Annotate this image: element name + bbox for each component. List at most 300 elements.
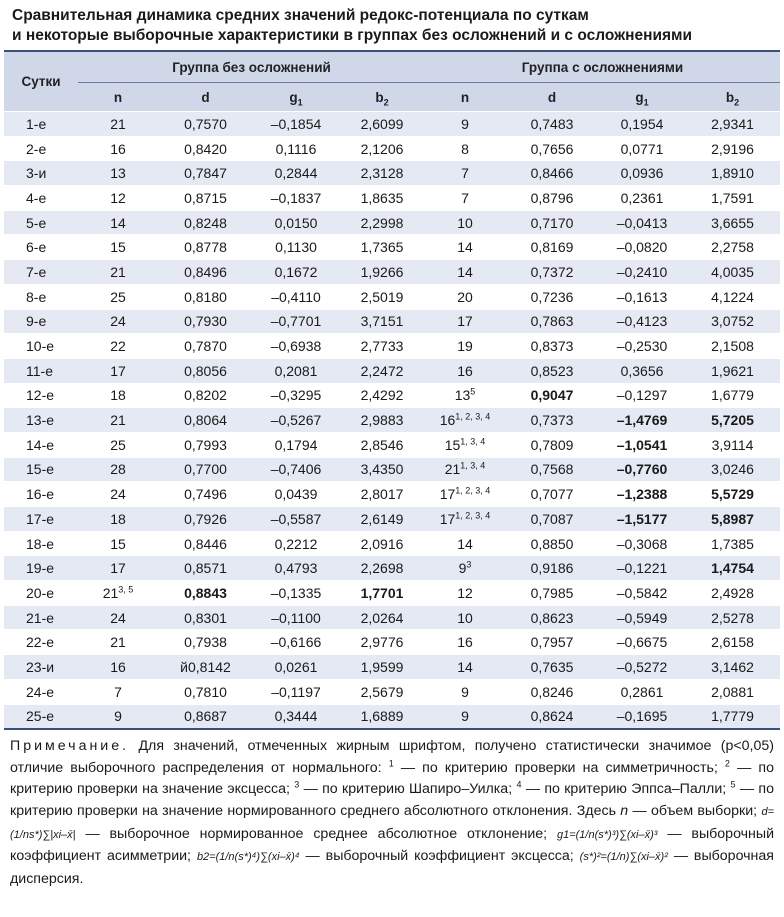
cell-value: 5,5729 <box>711 486 754 503</box>
cell-d1 <box>158 383 253 408</box>
note-lead: Примечание. <box>10 738 130 755</box>
cell-b1 <box>339 605 425 630</box>
cell-b2 <box>685 309 780 334</box>
cell-value: 4,1224 <box>711 288 754 305</box>
cell-d1 <box>158 581 253 606</box>
header-d-1: d <box>158 83 253 112</box>
cell-b1 <box>339 210 425 235</box>
cell-value: 1,7365 <box>360 239 404 256</box>
cell-value: 0,8169 <box>530 239 574 256</box>
cell-superscript: 1, 2, 3, 4 <box>455 411 491 422</box>
cell-value: 15 <box>110 535 126 552</box>
cell-d1 <box>158 136 253 161</box>
cell-d2 <box>505 408 599 433</box>
cell-b2 <box>685 334 780 359</box>
cell-value: 5,8987 <box>711 510 754 527</box>
table-row <box>4 112 780 137</box>
cell-value: 21 <box>110 412 126 429</box>
cell-g2 <box>599 309 685 334</box>
title-line-1: Сравнительная динамика средних значений редокс-потенциала по суткам <box>12 7 589 24</box>
cell-value: 0,3656 <box>620 362 664 379</box>
cell-g2 <box>599 112 685 137</box>
note-criterion-4: — по критерию Эппса–Палли; <box>525 781 727 798</box>
cell-value: 21 <box>110 634 126 651</box>
note-criterion-2: — по критерию проверки на значение эксцесса; <box>10 759 774 798</box>
cell-value: 1,9599 <box>360 658 404 675</box>
note-g-description: — выборочный коэффициент асимметрии; <box>10 825 774 865</box>
header-b-letter: b <box>725 89 735 105</box>
cell-b2 <box>685 186 780 211</box>
cell-d2 <box>505 309 599 334</box>
cell-b2 <box>685 679 780 704</box>
cell-value: 2,9196 <box>711 140 754 157</box>
cell-g1 <box>253 581 339 606</box>
cell-value: 0,2361 <box>620 189 664 206</box>
cell-value: 0,8056 <box>184 362 227 379</box>
cell-value: 0,3444 <box>274 708 318 725</box>
cell-value: 1,7701 <box>360 584 404 601</box>
cell-b2 <box>685 531 780 556</box>
cell-value: 14 <box>457 239 473 256</box>
cell-value: 25 <box>110 288 126 305</box>
cell-value: 0,7656 <box>530 140 574 157</box>
cell-g2 <box>599 358 685 383</box>
cell-value: 16 <box>457 362 473 379</box>
table-body <box>4 112 780 730</box>
cell-value: 0,2844 <box>274 165 318 182</box>
note-mark-4: 4 <box>516 779 522 790</box>
cell-value: 0,7985 <box>530 584 574 601</box>
cell-b2 <box>685 630 780 655</box>
header-group-complications: Группа с осложнениями <box>425 51 780 83</box>
cell-value: 0,8843 <box>184 584 227 601</box>
cell-d1 <box>158 457 253 482</box>
cell-d2 <box>505 630 599 655</box>
cell-value: –0,0820 <box>616 239 668 256</box>
cell-day: 14-е <box>4 432 78 457</box>
cell-value: 18 <box>110 387 126 404</box>
cell-d2 <box>505 704 599 729</box>
cell-d2 <box>505 679 599 704</box>
cell-b1 <box>339 507 425 532</box>
cell-b1 <box>339 136 425 161</box>
cell-value: 0,8420 <box>184 140 227 157</box>
cell-g1 <box>253 655 339 680</box>
cell-g1 <box>253 210 339 235</box>
cell-g2 <box>599 507 685 532</box>
cell-value: 5,7205 <box>711 412 754 429</box>
cell-b1 <box>339 260 425 285</box>
header-g1-1 <box>253 83 339 112</box>
cell-n2 <box>425 309 505 334</box>
cell-value: 0,7957 <box>530 634 574 651</box>
cell-b2 <box>685 482 780 507</box>
cell-b2 <box>685 136 780 161</box>
cell-b1 <box>339 531 425 556</box>
cell-b1 <box>339 630 425 655</box>
cell-b1 <box>339 309 425 334</box>
cell-n1 <box>78 704 158 729</box>
cell-b1 <box>339 284 425 309</box>
cell-value: –0,6675 <box>616 634 668 651</box>
cell-superscript: 1, 2, 3, 4 <box>455 510 491 521</box>
cell-value: 9 <box>461 708 469 725</box>
cell-value: 7 <box>461 165 469 182</box>
cell-n2 <box>425 358 505 383</box>
cell-value: 9 <box>114 708 122 725</box>
cell-value: 0,7993 <box>184 436 227 453</box>
cell-d1 <box>158 507 253 532</box>
cell-superscript: 3, 5 <box>118 584 134 595</box>
cell-value: –0,3295 <box>270 387 322 404</box>
cell-b2 <box>685 605 780 630</box>
cell-n1 <box>78 630 158 655</box>
cell-d1 <box>158 556 253 581</box>
cell-value: –0,2410 <box>616 263 668 280</box>
cell-value: 2,2472 <box>360 362 404 379</box>
cell-n2 <box>425 136 505 161</box>
cell-value: 0,9186 <box>530 560 574 577</box>
cell-value: 17 <box>110 560 126 577</box>
header-g-letter: g <box>635 89 644 105</box>
cell-value: 3,4350 <box>360 461 404 478</box>
cell-value: 9 <box>461 683 469 700</box>
cell-g2 <box>599 679 685 704</box>
cell-d1 <box>158 432 253 457</box>
cell-g2 <box>599 581 685 606</box>
cell-value: 0,7926 <box>184 510 227 527</box>
cell-n1 <box>78 284 158 309</box>
note-criterion-5: — по критерию проверки на значение нормированного среднего абсолютного отклонения. <box>10 781 774 819</box>
cell-b1 <box>339 457 425 482</box>
cell-d2 <box>505 260 599 285</box>
cell-d1 <box>158 210 253 235</box>
cell-n2 <box>425 556 505 581</box>
cell-value: 0,7863 <box>530 313 574 330</box>
cell-d2 <box>505 358 599 383</box>
cell-value: 2,5679 <box>360 683 404 700</box>
note-criterion-3: — по критерию Шапиро–Уилка; <box>303 781 513 798</box>
table-row <box>4 334 780 359</box>
cell-value: 2,2998 <box>360 214 404 231</box>
cell-d2 <box>505 457 599 482</box>
cell-g2 <box>599 630 685 655</box>
cell-g2 <box>599 457 685 482</box>
cell-value: 0,7635 <box>530 658 574 675</box>
cell-value: 0,4793 <box>274 560 318 577</box>
cell-d2 <box>505 432 599 457</box>
cell-day: 17-е <box>4 507 78 532</box>
cell-value: 0,0771 <box>620 140 664 157</box>
cell-day: 12-е <box>4 383 78 408</box>
cell-day: 19-е <box>4 556 78 581</box>
cell-day: 6-е <box>4 235 78 260</box>
cell-superscript: 1, 3, 4 <box>460 436 486 447</box>
note-mark-2: 2 <box>724 758 730 769</box>
cell-d2 <box>505 655 599 680</box>
cell-value: 1,7591 <box>711 189 754 206</box>
table-row <box>4 260 780 285</box>
note-mark-3: 3 <box>294 779 300 790</box>
cell-value: 7 <box>461 189 469 206</box>
cell-value: 0,7847 <box>184 165 227 182</box>
cell-n2 <box>425 112 505 137</box>
cell-g2 <box>599 210 685 235</box>
table-row <box>4 531 780 556</box>
cell-n2 <box>425 679 505 704</box>
cell-d1 <box>158 358 253 383</box>
cell-n1 <box>78 235 158 260</box>
cell-value: 1,8635 <box>360 189 404 206</box>
cell-d1 <box>158 482 253 507</box>
cell-value: 3,6655 <box>711 214 754 231</box>
cell-d1 <box>158 679 253 704</box>
cell-value: 0,8064 <box>184 412 227 429</box>
cell-value: 2,1206 <box>360 140 404 157</box>
cell-value: –0,5587 <box>270 510 322 527</box>
cell-n2 <box>425 260 505 285</box>
cell-n1 <box>78 136 158 161</box>
cell-superscript: 1, 2, 3, 4 <box>455 485 491 496</box>
cell-value: 15 <box>110 239 126 256</box>
cell-value: –0,1221 <box>616 560 668 577</box>
cell-b1 <box>339 186 425 211</box>
cell-value: 28 <box>110 461 126 478</box>
cell-g1 <box>253 309 339 334</box>
cell-value: –0,4110 <box>271 288 321 305</box>
cell-value: 17 <box>110 362 126 379</box>
cell-b2 <box>685 581 780 606</box>
cell-value: 22 <box>110 338 126 355</box>
cell-value: 2,0264 <box>360 609 404 626</box>
cell-n1 <box>78 556 158 581</box>
note-here: Здесь <box>576 802 616 819</box>
cell-value: 3,0246 <box>711 461 754 478</box>
cell-value: –0,7406 <box>270 461 322 478</box>
cell-value: 0,8778 <box>184 239 227 256</box>
cell-value: 0,7170 <box>530 214 574 231</box>
cell-g1 <box>253 630 339 655</box>
cell-value: 0,8496 <box>184 263 227 280</box>
cell-g2 <box>599 482 685 507</box>
cell-n2 <box>425 704 505 729</box>
cell-value: 2,5019 <box>360 288 404 305</box>
cell-day: 22-е <box>4 630 78 655</box>
cell-n2 <box>425 605 505 630</box>
cell-d1 <box>158 260 253 285</box>
cell-d1 <box>158 284 253 309</box>
cell-b1 <box>339 408 425 433</box>
cell-value: 2,6099 <box>360 115 404 132</box>
note-criterion-1: — по критерию проверки на симметричность; <box>400 759 718 776</box>
cell-value: –0,6166 <box>270 634 322 651</box>
cell-g2 <box>599 235 685 260</box>
cell-d2 <box>505 581 599 606</box>
table-row <box>4 186 780 211</box>
cell-value: –0,5842 <box>616 584 668 601</box>
cell-value: 0,8248 <box>184 214 227 231</box>
cell-n2 <box>425 630 505 655</box>
cell-day: 18-е <box>4 531 78 556</box>
cell-value: 7 <box>114 683 122 700</box>
cell-day: 9-е <box>4 309 78 334</box>
cell-value: –1,4769 <box>616 412 668 429</box>
cell-value: 21 <box>110 263 126 280</box>
cell-value: 2,8546 <box>360 436 404 453</box>
cell-value: 0,8246 <box>530 683 574 700</box>
cell-g1 <box>253 457 339 482</box>
cell-g2 <box>599 605 685 630</box>
cell-value: 0,8202 <box>184 387 227 404</box>
cell-g1 <box>253 358 339 383</box>
cell-value: 4,0035 <box>711 263 754 280</box>
cell-b1 <box>339 358 425 383</box>
cell-value: 0,7087 <box>530 510 574 527</box>
cell-value: 20 <box>457 288 473 305</box>
cell-value: –0,1695 <box>616 708 668 725</box>
cell-n1 <box>78 531 158 556</box>
cell-superscript: 1, 3, 4 <box>460 460 486 471</box>
table-row <box>4 482 780 507</box>
cell-value: –0,1613 <box>616 288 668 305</box>
cell-value: 0,7483 <box>530 115 574 132</box>
cell-value: 2,9341 <box>711 115 754 132</box>
cell-value: 1,9266 <box>360 263 404 280</box>
table-row <box>4 605 780 630</box>
cell-value: –0,6938 <box>270 338 322 355</box>
cell-value: 16 <box>439 412 456 429</box>
cell-b2 <box>685 556 780 581</box>
cell-b1 <box>339 161 425 186</box>
table-title <box>0 0 784 46</box>
cell-value: 10 <box>457 214 473 231</box>
cell-value: 0,8466 <box>530 165 574 182</box>
cell-b2 <box>685 210 780 235</box>
cell-value: 1,9621 <box>711 362 754 379</box>
cell-value: –0,1100 <box>271 609 321 626</box>
data-table <box>4 50 780 730</box>
cell-value: 0,1672 <box>274 263 318 280</box>
cell-b1 <box>339 334 425 359</box>
cell-g1 <box>253 383 339 408</box>
cell-n2 <box>425 161 505 186</box>
cell-n1 <box>78 260 158 285</box>
cell-value: 17 <box>439 510 456 527</box>
cell-value: 0,7568 <box>530 461 574 478</box>
cell-b2 <box>685 112 780 137</box>
cell-d2 <box>505 186 599 211</box>
cell-b2 <box>685 507 780 532</box>
title-line-2: и некоторые выборочные характеристики в группах без осложнений и с осложнениями <box>12 27 693 44</box>
cell-day: 13-е <box>4 408 78 433</box>
cell-g2 <box>599 334 685 359</box>
cell-value: 0,8687 <box>184 708 227 725</box>
header-b-index: 2 <box>734 97 740 108</box>
cell-value: 2,9883 <box>360 412 404 429</box>
cell-g1 <box>253 507 339 532</box>
cell-n2 <box>425 284 505 309</box>
cell-value: 2,8017 <box>360 486 404 503</box>
cell-superscript: 3 <box>466 559 472 570</box>
header-g1-2 <box>599 83 685 112</box>
cell-value: –0,2530 <box>616 338 668 355</box>
cell-g2 <box>599 186 685 211</box>
cell-value: 0,2081 <box>274 362 318 379</box>
cell-value: –0,1297 <box>616 387 668 404</box>
cell-n2 <box>425 235 505 260</box>
header-g-index: 1 <box>297 97 303 108</box>
cell-d1 <box>158 161 253 186</box>
cell-value: 2,2758 <box>711 239 754 256</box>
table-row <box>4 309 780 334</box>
cell-b2 <box>685 432 780 457</box>
cell-d2 <box>505 284 599 309</box>
cell-g1 <box>253 161 339 186</box>
note-text: Для значений, отмеченных жирным шрифтом, получено статистически значимое (p<0,05) отличие выборочного распределения от нормального: <box>10 738 774 776</box>
cell-value: 1,6779 <box>711 387 754 404</box>
cell-value: 2,6158 <box>711 634 754 651</box>
note-n-description: — объем выборки; <box>632 802 758 819</box>
header-b-letter: b <box>375 89 384 105</box>
cell-value: 0,7372 <box>530 263 574 280</box>
cell-g2 <box>599 408 685 433</box>
cell-value: 0,8523 <box>530 362 574 379</box>
cell-day: 2-е <box>4 136 78 161</box>
header-b2-2 <box>685 83 780 112</box>
cell-b2 <box>685 383 780 408</box>
table-row <box>4 432 780 457</box>
table-row <box>4 581 780 606</box>
cell-value: 0,9047 <box>530 387 574 404</box>
cell-value: 2,7733 <box>360 338 404 355</box>
cell-n1 <box>78 655 158 680</box>
cell-b1 <box>339 655 425 680</box>
cell-value: 0,2212 <box>274 535 318 552</box>
table-row <box>4 383 780 408</box>
cell-day: 24-е <box>4 679 78 704</box>
cell-value: 1,6889 <box>360 708 404 725</box>
cell-g1 <box>253 556 339 581</box>
cell-n1 <box>78 358 158 383</box>
cell-d1 <box>158 531 253 556</box>
header-d-2: d <box>505 83 599 112</box>
cell-g1 <box>253 408 339 433</box>
cell-d1 <box>158 408 253 433</box>
cell-value: 2,9776 <box>360 634 404 651</box>
header-b2-1 <box>339 83 425 112</box>
header-g-letter: g <box>289 89 298 105</box>
cell-value: 0,1794 <box>274 436 318 453</box>
cell-n2 <box>425 581 505 606</box>
cell-day: 5-е <box>4 210 78 235</box>
cell-value: 0,7236 <box>530 288 574 305</box>
header-n-1: n <box>78 83 158 112</box>
cell-b1 <box>339 704 425 729</box>
cell-g2 <box>599 432 685 457</box>
cell-value: 0,8301 <box>184 609 227 626</box>
cell-n2 <box>425 507 505 532</box>
table-row <box>4 679 780 704</box>
cell-n2 <box>425 383 505 408</box>
cell-d2 <box>505 507 599 532</box>
cell-d2 <box>505 112 599 137</box>
cell-value: 1,7779 <box>711 708 754 725</box>
cell-value: 0,7700 <box>184 461 227 478</box>
cell-d2 <box>505 556 599 581</box>
cell-value: 2,4292 <box>360 387 404 404</box>
cell-g1 <box>253 605 339 630</box>
cell-n2 <box>425 210 505 235</box>
